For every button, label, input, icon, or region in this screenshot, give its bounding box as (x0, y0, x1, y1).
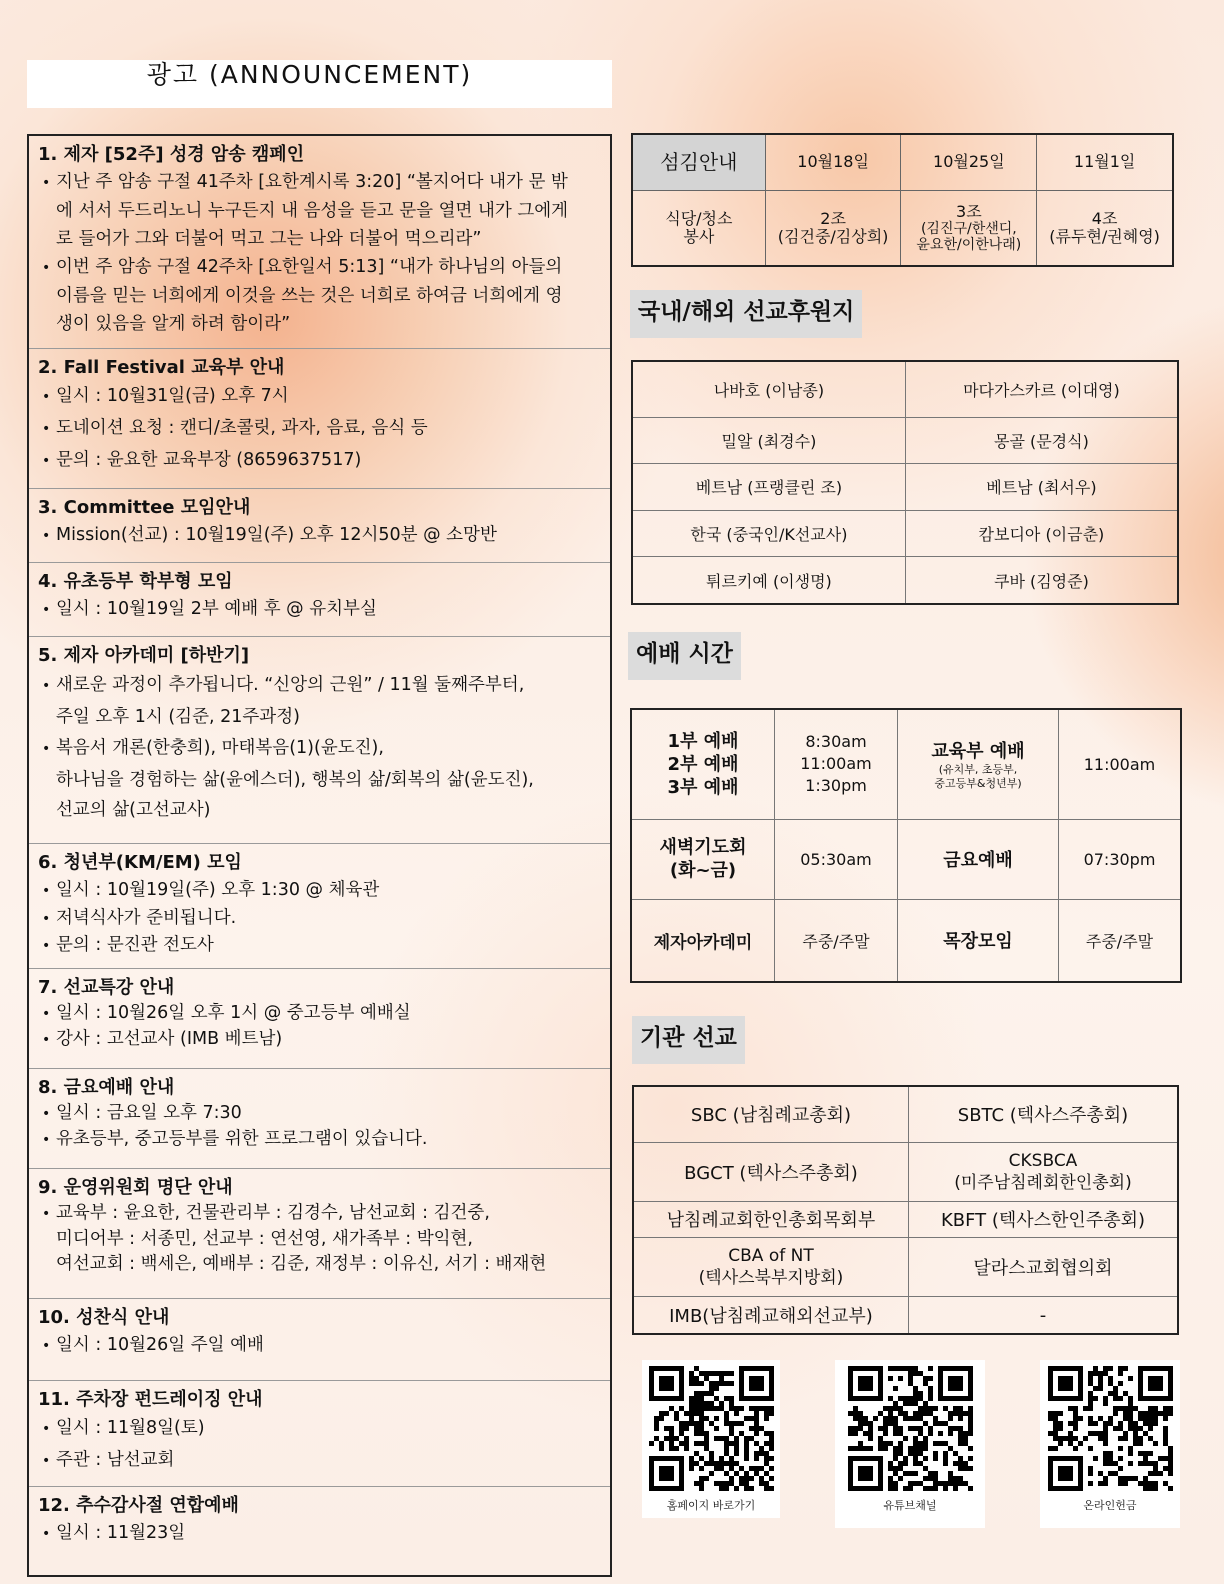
announcement-item (29, 1069, 610, 1169)
institution-cell: KBFT (텍사스한인주총회) (908, 1201, 1178, 1238)
qr-caption: 홈페이지 바로가기 (666, 1499, 756, 1512)
announcement-continuation: 여선교회 : 백세은, 예배부 : 김준, 재정부 : 이유신, 서기 : 배재현 (56, 1254, 547, 1274)
serving-group-name: 4조 (1091, 208, 1118, 228)
announcement-bullet: • 일시 : 10월19일 2부 예배 후 @ 유치부실 (38, 595, 602, 624)
serving-header: 섬김안내 (632, 134, 765, 190)
announcement-continuation: 하나님을 경험하는 삶(윤에스더), 행복의 삶/회복의 삶(윤도진), (56, 770, 534, 790)
announcement-bullet: • 새로운 과정이 추가됩니다. “신앙의 근원” / 11월 둘째주부터, (38, 669, 602, 702)
announcement-title: 6. 청년부(KM/EM) 모임 (38, 852, 242, 873)
announcement-bullet: • 일시 : 10월26일 오후 1시 @ 중고등부 예배실 (38, 1001, 602, 1027)
institutions-table (632, 1085, 1179, 1335)
worship-table (630, 708, 1182, 983)
worship-dawn: 새벽기도회 (화~금) (631, 819, 775, 899)
mission-cell: 쿠바 (김영준) (905, 557, 1178, 604)
qr-caption: 유튜브채널 (883, 1499, 937, 1512)
announcement-title: 1. 제자 [52주] 성경 암송 캠페인 (38, 144, 305, 165)
institution-cell: 달라스교회협의회 (908, 1238, 1178, 1297)
announcement-item (29, 1487, 610, 1577)
announcement-continuation: 선교의 삶(고선교사) (56, 800, 211, 820)
announcement-bullet: • 이번 주 암송 구절 42주차 [요한일서 5:13] “내가 하나님의 아들의 이름을 믿는 너희에게 이것을 쓰는 것은 너희로 하여금 너희에게 영 생이 있음을 알게 하려 함이라” (38, 253, 602, 338)
announcement-title: 2. Fall Festival 교육부 안내 (38, 357, 285, 378)
announcement-bullet: • 일시 : 11월23일 (38, 1519, 602, 1548)
announcement-title: 10. 성찬식 안내 (38, 1307, 170, 1328)
mission-cell: 튀르키예 (이생명) (632, 557, 905, 604)
announcement-item (29, 1381, 610, 1487)
announcement-item (29, 969, 610, 1069)
institution-cell: CBA of NT (텍사스북부지방회) (633, 1238, 908, 1297)
announcement-title: 9. 운영위원회 명단 안내 (38, 1177, 233, 1198)
institution-cell: SBC (남침례교총회) (633, 1086, 908, 1142)
announcement-bullet: • 유초등부, 중고등부를 위한 프로그램이 있습니다. (38, 1127, 602, 1153)
mission-cell: 베트남 (최서우) (905, 464, 1178, 511)
missions-title: 국내/해외 선교후원지 (630, 290, 862, 338)
announcement-item (29, 563, 610, 637)
qr-online-offering[interactable] (1040, 1360, 1180, 1528)
announcement-bullet: • 일시 : 금요일 오후 7:30 (38, 1101, 602, 1127)
worship-friday: 금요예배 (898, 819, 1059, 899)
institution-cell: BGCT (텍사스주총회) (633, 1142, 908, 1201)
serving-group (1037, 190, 1173, 266)
qr-caption: 온라인헌금 (1083, 1499, 1137, 1512)
announcement-item (29, 489, 610, 563)
qr-code-icon[interactable] (1040, 1360, 1180, 1491)
worship-cell: 목장모임 (898, 899, 1059, 982)
institution-cell: SBTC (텍사스주총회) (908, 1086, 1178, 1142)
serving-table (631, 133, 1174, 267)
announcement-title: 11. 주차장 펀드레이징 안내 (38, 1389, 263, 1410)
announcement-list (27, 134, 612, 1577)
mission-cell: 마다가스카르 (이대영) (905, 361, 1178, 417)
institution-cell: 남침례교회한인총회목회부 (633, 1201, 908, 1238)
announcement-title: 12. 추수감사절 연합예배 (38, 1495, 239, 1516)
mission-cell: 나바호 (이남종) (632, 361, 905, 417)
announcement-bullet: • 교육부 : 윤요한, 건물관리부 : 김경수, 남선교회 : 김건중, (38, 1201, 602, 1227)
worship-cell-time: 주중/주말 (1059, 899, 1182, 982)
announcement-bullet: • 도네이션 요청 : 캔디/초콜릿, 과자, 음료, 음식 등 (38, 413, 602, 445)
worship-academy-time: 주중/주말 (775, 899, 898, 982)
worship-edu-time: 11:00am (1059, 709, 1182, 819)
serving-date: 11월1일 (1037, 134, 1173, 190)
mission-cell: 한국 (중국인/K선교사) (632, 510, 905, 557)
serving-group-members: (류두현/권혜영) (1049, 226, 1160, 246)
announcement-bullet: • Mission(선교) : 10월19일(주) 오후 12시50분 @ 소망반 (38, 521, 602, 550)
announcement-bullet: • 지난 주 암송 구절 41주차 [요한계시록 3:20] “볼지어다 내가 문 밖 에 서서 두드리노니 누구든지 내 음성을 듣고 문을 열면 내가 그에게 로 들어가 그와 더불어 먹고 그는 나와 더불어 먹으리라” (38, 168, 602, 253)
institution-cell: IMB(남침례교해외선교부) (633, 1297, 908, 1334)
institutions-title: 기관 선교 (632, 1016, 745, 1064)
mission-cell: 베트남 (프랭클린 조) (632, 464, 905, 511)
worship-dawn-time: 05:30am (775, 819, 898, 899)
worship-friday-time: 07:30pm (1059, 819, 1182, 899)
worship-academy: 제자아카데미 (631, 899, 775, 982)
announcement-item (29, 1299, 610, 1381)
serving-group (765, 190, 901, 266)
announcement-bullet: • 일시 : 11월8일(토) (38, 1413, 602, 1445)
announcement-bullet: • 문의 : 윤요한 교육부장 (8659637517) (38, 445, 602, 477)
worship-title: 예배 시간 (628, 632, 741, 680)
missions-table (631, 360, 1179, 605)
mission-cell: 캄보디아 (이금춘) (905, 510, 1178, 557)
page-title: 광고 (ANNOUNCEMENT) (146, 60, 473, 89)
qr-homepage[interactable] (642, 1360, 780, 1518)
announcement-continuation: 주일 오후 1시 (김준, 21주과정) (56, 707, 300, 727)
announcement-title: 5. 제자 아카데미 [하반기] (38, 645, 250, 666)
serving-date: 10월25일 (901, 134, 1037, 190)
announcement-item (29, 637, 610, 844)
announcement-title: 8. 금요예배 안내 (38, 1077, 175, 1098)
institution-cell: - (908, 1297, 1178, 1334)
announcement-bullet: • 강사 : 고선교사 (IMB 베트남) (38, 1027, 602, 1053)
serving-group-members: (김건중/김상희) (777, 226, 889, 246)
serving-row-label: 식당/청소 봉사 (632, 190, 765, 266)
announcement-continuation: 미디어부 : 서종민, 선교부 : 연선영, 새가족부 : 박익현, (56, 1229, 473, 1249)
qr-code-icon[interactable] (642, 1360, 780, 1491)
announcement-item (29, 349, 610, 489)
serving-group (901, 190, 1037, 266)
announcement-bullet: • 복음서 개론(한충희), 마태복음(1)(윤도진), (38, 732, 602, 765)
announcement-bullet: • 일시 : 10월26일 주일 예배 (38, 1331, 602, 1360)
announcement-bullet: • 일시 : 10월19일(주) 오후 1:30 @ 체육관 (38, 876, 602, 905)
serving-group-name: 2조 (820, 208, 846, 228)
announcement-title: 7. 선교특강 안내 (38, 977, 175, 998)
announcement-bullet: • 일시 : 10월31일(금) 오후 7시 (38, 381, 602, 413)
serving-group-members: (김진구/한샌디, 윤요한/이한나래) (916, 220, 1022, 253)
announcement-item (29, 136, 610, 349)
announcement-title-bar (27, 60, 612, 108)
announcement-bullet: • 문의 : 문진관 전도사 (38, 932, 602, 959)
worship-edu (898, 709, 1059, 819)
worship-edu-sub: (유치부, 초등부, 중고등부&청년부) (934, 763, 1022, 791)
announcement-title: 4. 유초등부 학부형 모임 (38, 571, 233, 592)
worship-edu-title: 교육부 예배 (931, 741, 1025, 763)
announcement-bullet: • 저녁식사가 준비됩니다. (38, 905, 602, 932)
mission-cell: 몽골 (문경식) (905, 417, 1178, 464)
announcement-title: 3. Committee 모임안내 (38, 497, 251, 518)
qr-code-icon[interactable] (835, 1360, 985, 1491)
mission-cell: 밀알 (최경수) (632, 417, 905, 464)
institution-cell: CKSBCA (미주남침례회한인총회) (908, 1142, 1178, 1201)
worship-services: 1부 예배 2부 예배 3부 예배 (631, 709, 775, 819)
serving-date: 10월18일 (765, 134, 901, 190)
announcement-item (29, 844, 610, 969)
announcement-bullet: • 주관 : 남선교회 (38, 1445, 602, 1477)
announcement-item (29, 1169, 610, 1299)
worship-service-times: 8:30am 11:00am 1:30pm (775, 709, 898, 819)
qr-youtube[interactable] (835, 1360, 985, 1528)
serving-group-name: 3조 (956, 201, 982, 221)
